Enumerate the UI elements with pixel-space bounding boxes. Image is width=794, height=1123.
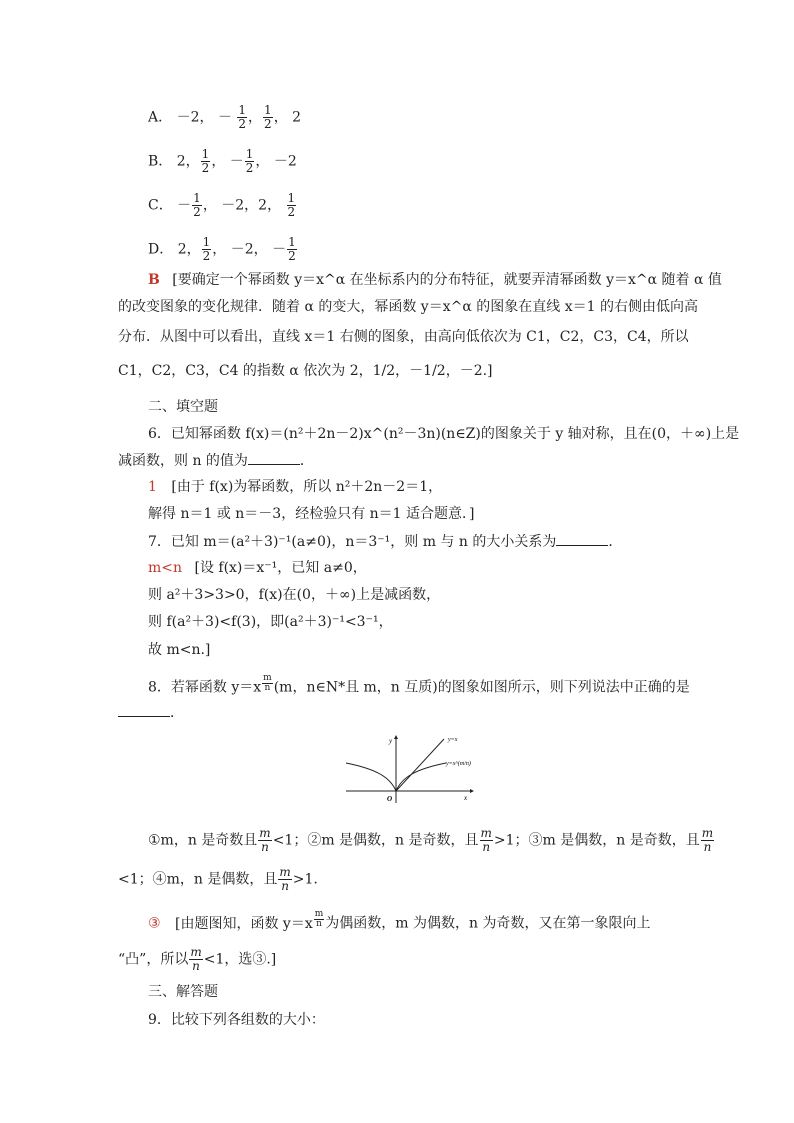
fraction: $\frac{m}{n}$ [701, 826, 714, 854]
fraction: m n [314, 909, 324, 929]
question-7: 7．已知 m＝(a²＋3)⁻¹(a≠0)，n＝3⁻¹，则 m 与 n 的大小关系为 ． [148, 531, 622, 552]
option-text: － [272, 241, 287, 258]
origin-label: O [387, 795, 393, 803]
option-label: A． [148, 109, 173, 126]
answer-line [118, 946, 276, 973]
answer-text: [要确定一个幂函数 y＝x^α 在坐标系内的分布特征，就要弄清幂函数 y＝x^α 随着 α 值 [172, 272, 722, 288]
option-text: －2， [230, 241, 268, 258]
answer-line [148, 910, 650, 934]
function-graph [344, 733, 474, 805]
fraction: m n [263, 673, 272, 693]
question-text: 7．已知 m＝(a²＋3)⁻¹(a≠0)，n＝3⁻¹，则 m 与 n 的大小关系为 [148, 534, 557, 550]
fraction: $\frac{m}{n}$ [279, 865, 291, 893]
answer-blank [248, 450, 300, 465]
option-text: －2，2， [221, 197, 282, 214]
answer-value: 1 [148, 479, 157, 495]
line-label: y=x [448, 737, 458, 743]
option-text: ， [255, 153, 270, 170]
option-text: ， [273, 109, 288, 126]
fraction: $\frac{1}{2}$ [238, 103, 247, 131]
question-6: 6．已知幂函数 f(x)＝(n²＋2n－2)x^(n²－3n)(n∈Z)的图象关于 y 轴对称，且在(0，＋∞)上是 [148, 426, 740, 442]
fraction: $\frac{1}{2}$ [202, 235, 211, 263]
fraction: $\frac{1}{2}$ [264, 103, 272, 131]
fraction: $\frac{1}{2}$ [245, 147, 254, 175]
fraction: $\frac{m}{n}$ [190, 945, 202, 973]
answer-blank-line: ． [118, 702, 184, 723]
answer-blank [556, 531, 608, 546]
fraction: $\frac{1}{2}$ [288, 235, 296, 263]
answer-blank [118, 702, 170, 717]
section-heading: 三、解答题 [148, 984, 218, 1000]
option-text: ， [211, 153, 226, 170]
q8-options-cont [118, 866, 318, 893]
fraction: $\frac{1}{2}$ [287, 191, 296, 219]
curve-label: y=x^(m/n) [446, 761, 471, 767]
fraction: $\frac{1}{2}$ [201, 147, 210, 175]
answer-line [148, 558, 367, 578]
answer-line: 则 f(a²＋3)<f(3)，即(a²＋3)⁻¹<3⁻¹， [148, 614, 393, 630]
option-text: ， [212, 241, 227, 258]
answer-line [148, 270, 722, 290]
option-text: <1；②m 是偶数，n 是奇数，且 [272, 832, 479, 849]
question-8 [148, 674, 690, 698]
option-c [148, 192, 297, 219]
option-text: － [217, 109, 232, 126]
answer-value: ③ [148, 915, 161, 932]
section-heading: 二、填空题 [148, 399, 218, 415]
option-text: <1；④m，n 是偶数，且 [118, 871, 278, 888]
option-b [148, 148, 297, 175]
option-label: B． [148, 153, 173, 170]
fraction: $\frac{1}{2}$ [193, 191, 201, 219]
answer-line: 分布．从图中可以看出，直线 x＝1 右侧的图象，由高向低依次为 C1，C2，C3，C4，所以 [118, 329, 689, 345]
option-text: 2， [176, 153, 200, 170]
answer-line: 故 m<n.] [148, 642, 211, 658]
answer-text: “凸”，所以 [118, 951, 189, 968]
option-text: ①m，n 是奇数且 [148, 832, 258, 849]
question-text: (m，n∈N*且 m，n 互质)的图象如图所示，则下列说法中正确的是 [273, 679, 690, 696]
fraction: $\frac{m}{n}$ [259, 826, 271, 854]
option-text: －2， [176, 109, 214, 126]
curve-left [346, 763, 396, 791]
q8-options [148, 827, 715, 854]
answer-text: [设 f(x)＝x⁻¹，已知 a≠0， [194, 560, 367, 576]
option-text: 2， [177, 241, 201, 258]
answer-text: <1，选③.] [203, 951, 277, 968]
answer-line: C1，C2，C3，C4 的指数 α 依次为 2，1/2，－1/2，－2.] [118, 363, 493, 379]
answer-line: 的改变图象的变化规律．随着 α 的变大，幂函数 y＝x^α 的图象在直线 x＝1 的右侧由低向高 [118, 299, 698, 315]
answer-text: [由于 f(x)为幂函数，所以 n²＋2n－2＝1， [171, 479, 443, 495]
answer-line: 则 a²＋3>3>0，f(x)在(0，＋∞)上是减函数， [148, 587, 441, 603]
y-arrow [394, 735, 398, 739]
question-6-cont: 减函数，则 n 的值为 ． [118, 450, 314, 471]
option-text: 2 [292, 109, 302, 126]
option-text: >1；③m 是偶数，n 是奇数，且 [493, 832, 700, 849]
option-text: －2 [273, 153, 297, 170]
option-a [148, 104, 301, 131]
answer-text: [由题图知，函数 y＝x [175, 915, 313, 932]
question-text: 8．若幂函数 y＝x [148, 679, 262, 696]
option-d [148, 236, 298, 263]
answer-value: m<n [148, 560, 183, 576]
option-text: ， [248, 109, 263, 126]
option-label: D． [148, 241, 174, 258]
option-text: >1. [292, 871, 318, 888]
x-label: x [464, 794, 468, 802]
y-label: y [389, 737, 393, 745]
option-text: ， [202, 197, 217, 214]
curve-right [396, 763, 446, 791]
fraction: $\frac{m}{n}$ [480, 826, 492, 854]
answer-line: 解得 n＝1 或 n＝－3，经检验只有 n＝1 适合题意．] [148, 506, 475, 522]
option-text: － [229, 153, 244, 170]
answer-letter: B [148, 272, 160, 288]
x-arrow [470, 789, 474, 793]
answer-text: 为偶函数，m 为偶数，n 为奇数，又在第一象限向上 [325, 915, 651, 932]
question-text: 减函数，则 n 的值为 [118, 453, 248, 469]
question-9: 9．比较下列各组数的大小： [148, 1012, 325, 1028]
option-label: C． [148, 197, 173, 214]
answer-line [148, 477, 442, 497]
option-text: － [177, 197, 192, 214]
